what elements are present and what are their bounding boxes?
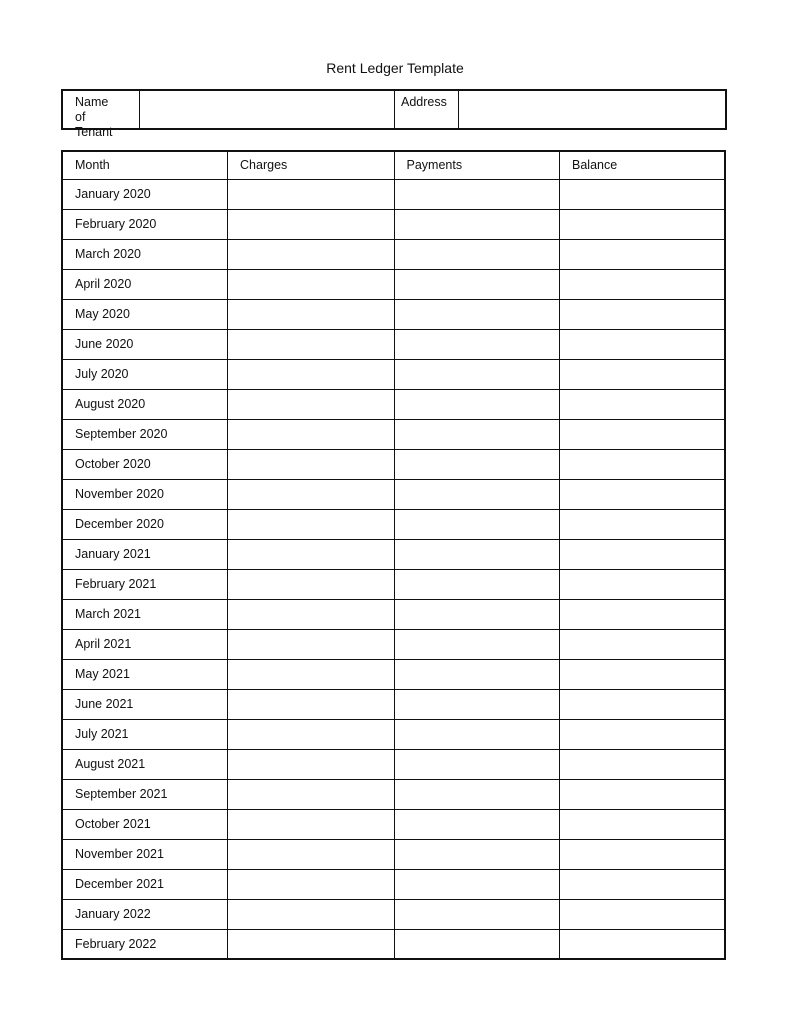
balance-cell[interactable] — [560, 719, 725, 749]
month-cell: February 2020 — [62, 209, 228, 239]
month-cell: July 2021 — [62, 719, 228, 749]
table-row — [62, 509, 725, 539]
ledger-body — [62, 179, 725, 959]
charges-cell[interactable] — [228, 839, 394, 869]
payments-cell[interactable] — [394, 719, 560, 749]
charges-cell[interactable] — [228, 629, 394, 659]
month-cell: June 2021 — [62, 689, 228, 719]
payments-cell[interactable] — [394, 929, 560, 959]
month-cell: December 2021 — [62, 869, 228, 899]
month-cell: June 2020 — [62, 329, 228, 359]
charges-cell[interactable] — [228, 359, 394, 389]
balance-cell[interactable] — [560, 239, 725, 269]
month-cell: January 2021 — [62, 539, 228, 569]
table-row — [62, 479, 725, 509]
charges-cell[interactable] — [228, 419, 394, 449]
column-header-balance: Balance — [560, 151, 725, 179]
address-label: Address — [395, 91, 459, 128]
balance-cell[interactable] — [560, 869, 725, 899]
balance-cell[interactable] — [560, 359, 725, 389]
table-row — [62, 689, 725, 719]
table-row — [62, 449, 725, 479]
column-header-month: Month — [62, 151, 228, 179]
table-row — [62, 809, 725, 839]
payments-cell[interactable] — [394, 449, 560, 479]
payments-cell[interactable] — [394, 629, 560, 659]
ledger-table — [61, 150, 726, 960]
payments-cell[interactable] — [394, 329, 560, 359]
payments-cell[interactable] — [394, 539, 560, 569]
column-header-payments: Payments — [394, 151, 560, 179]
month-cell: April 2020 — [62, 269, 228, 299]
payments-cell[interactable] — [394, 509, 560, 539]
charges-cell[interactable] — [228, 389, 394, 419]
balance-cell[interactable] — [560, 929, 725, 959]
table-row — [62, 269, 725, 299]
balance-cell[interactable] — [560, 899, 725, 929]
table-row — [62, 719, 725, 749]
tenant-info-table — [61, 89, 727, 139]
balance-cell[interactable] — [560, 689, 725, 719]
month-cell: January 2022 — [62, 899, 228, 929]
month-cell: May 2021 — [62, 659, 228, 689]
month-cell: August 2020 — [62, 389, 228, 419]
balance-cell[interactable] — [560, 569, 725, 599]
table-row — [62, 299, 725, 329]
payments-cell[interactable] — [394, 779, 560, 809]
payments-cell[interactable] — [394, 689, 560, 719]
table-row — [62, 749, 725, 779]
charges-cell[interactable] — [228, 179, 394, 209]
balance-cell[interactable] — [560, 659, 725, 689]
payments-cell[interactable] — [394, 869, 560, 899]
balance-cell[interactable] — [560, 449, 725, 479]
charges-cell[interactable] — [228, 329, 394, 359]
address-field[interactable] — [459, 91, 725, 128]
balance-cell[interactable] — [560, 209, 725, 239]
month-cell: February 2021 — [62, 569, 228, 599]
table-row — [62, 569, 725, 599]
balance-cell[interactable] — [560, 479, 725, 509]
table-row — [62, 599, 725, 629]
month-cell: September 2020 — [62, 419, 228, 449]
payments-cell[interactable] — [394, 569, 560, 599]
charges-cell[interactable] — [228, 599, 394, 629]
balance-cell[interactable] — [560, 599, 725, 629]
balance-cell[interactable] — [560, 419, 725, 449]
balance-cell[interactable] — [560, 809, 725, 839]
charges-cell[interactable] — [228, 899, 394, 929]
table-row — [62, 779, 725, 809]
charges-cell[interactable] — [228, 779, 394, 809]
charges-cell[interactable] — [228, 539, 394, 569]
charges-cell[interactable] — [228, 869, 394, 899]
charges-cell[interactable] — [228, 509, 394, 539]
balance-cell[interactable] — [560, 539, 725, 569]
document-title: Rent Ledger Template — [326, 60, 464, 76]
payments-cell[interactable] — [394, 749, 560, 779]
table-row — [62, 329, 725, 359]
payments-cell[interactable] — [394, 299, 560, 329]
table-row — [62, 899, 725, 929]
month-cell: November 2020 — [62, 479, 228, 509]
month-cell: March 2020 — [62, 239, 228, 269]
table-row — [62, 839, 725, 869]
table-row — [62, 929, 725, 959]
charges-cell[interactable] — [228, 449, 394, 479]
column-header-charges: Charges — [228, 151, 394, 179]
payments-cell[interactable] — [394, 209, 560, 239]
payments-cell[interactable] — [394, 359, 560, 389]
payments-cell[interactable] — [394, 269, 560, 299]
charges-cell[interactable] — [228, 239, 394, 269]
month-cell: December 2020 — [62, 509, 228, 539]
month-cell: July 2020 — [62, 359, 228, 389]
table-row — [62, 419, 725, 449]
table-row — [62, 359, 725, 389]
month-cell: February 2022 — [62, 929, 228, 959]
payments-cell[interactable] — [394, 599, 560, 629]
table-row — [62, 179, 725, 209]
table-row — [62, 869, 725, 899]
month-cell: March 2021 — [62, 599, 228, 629]
month-cell: May 2020 — [62, 299, 228, 329]
month-cell: November 2021 — [62, 839, 228, 869]
payments-cell[interactable] — [394, 479, 560, 509]
month-cell: October 2021 — [62, 809, 228, 839]
payments-cell[interactable] — [394, 239, 560, 269]
balance-cell[interactable] — [560, 509, 725, 539]
charges-cell[interactable] — [228, 929, 394, 959]
payments-cell[interactable] — [394, 899, 560, 929]
balance-cell[interactable] — [560, 839, 725, 869]
balance-cell[interactable] — [560, 299, 725, 329]
charges-cell[interactable] — [228, 299, 394, 329]
balance-cell[interactable] — [560, 749, 725, 779]
charges-cell[interactable] — [228, 209, 394, 239]
table-row — [62, 389, 725, 419]
charges-cell[interactable] — [228, 479, 394, 509]
tenant-name-field[interactable] — [140, 91, 395, 128]
charges-cell[interactable] — [228, 569, 394, 599]
table-row — [62, 659, 725, 689]
charges-cell[interactable] — [228, 749, 394, 779]
balance-cell[interactable] — [560, 179, 725, 209]
charges-cell[interactable] — [228, 689, 394, 719]
month-cell: January 2020 — [62, 179, 228, 209]
balance-cell[interactable] — [560, 389, 725, 419]
balance-cell[interactable] — [560, 269, 725, 299]
ledger-header-row — [62, 151, 725, 179]
payments-cell[interactable] — [394, 389, 560, 419]
table-row — [62, 539, 725, 569]
charges-cell[interactable] — [228, 269, 394, 299]
payments-cell[interactable] — [394, 659, 560, 689]
payments-cell[interactable] — [394, 419, 560, 449]
charges-cell[interactable] — [228, 719, 394, 749]
table-row — [62, 239, 725, 269]
charges-cell[interactable] — [228, 809, 394, 839]
month-cell: October 2020 — [62, 449, 228, 479]
balance-cell[interactable] — [560, 629, 725, 659]
charges-cell[interactable] — [228, 659, 394, 689]
month-cell: April 2021 — [62, 629, 228, 659]
table-row — [62, 209, 725, 239]
payments-cell[interactable] — [394, 839, 560, 869]
payments-cell[interactable] — [394, 179, 560, 209]
table-row — [62, 629, 725, 659]
month-cell: September 2021 — [62, 779, 228, 809]
balance-cell[interactable] — [560, 329, 725, 359]
payments-cell[interactable] — [394, 809, 560, 839]
balance-cell[interactable] — [560, 779, 725, 809]
month-cell: August 2021 — [62, 749, 228, 779]
tenant-name-label: Name of Tenant — [63, 91, 140, 128]
